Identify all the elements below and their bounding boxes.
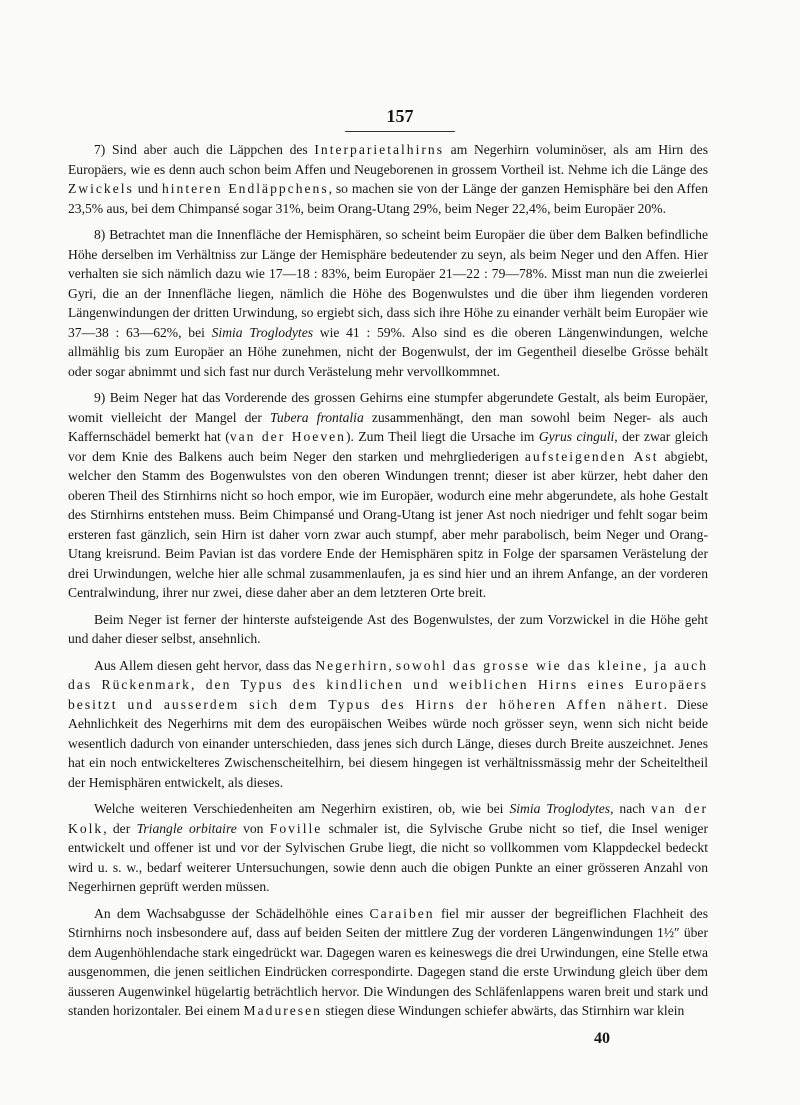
- spaced-emphasis: van der Hoeven: [229, 429, 346, 444]
- text-run: 9) Beim Neger hat das Vorderende des grossen Gehirns eine stumpfer abgerundete Gestalt, als beim Europäer, womit vielleicht der Mangel der: [68, 390, 708, 425]
- text-run: zusammenhängt, den man sowohl beim Neger- als auch Kaffernschädel bemerkt hat (: [68, 409, 708, 444]
- text-run: , der: [103, 820, 137, 836]
- text-run: Aus Allem diesen geht hervor, dass das: [94, 657, 316, 673]
- paragraph: [68, 904, 708, 1021]
- text-run: am Negerhirn voluminöser, als am Hirn des Europäers, wie es denn auch schon beim Affen und Neugeborenen in grossem Vortheil ist. Nehme ich die Länge des: [68, 142, 708, 177]
- spaced-emphasis: aufsteigenden Ast: [524, 448, 659, 464]
- italic-term: Simia Troglodytes: [509, 801, 611, 816]
- spaced-emphasis: Maduresen: [243, 1003, 322, 1018]
- signature-mark: 40: [594, 1030, 610, 1047]
- page-number: 157: [386, 106, 414, 126]
- paragraph: [68, 388, 708, 603]
- italic-term: Triangle orbitaire: [136, 820, 237, 836]
- paragraph: [68, 225, 708, 381]
- text-run: Diese Aehnlichkeit des Negerhirns mit dem des europäischen Weibes würde noch grösser seyn, wenn sich nicht beide wesentlich dadurch von einander unterschieden, dass jenes sich durch Länge, dieses durch Breite auszeichnet. Jenes hat ein noch entwickelteres Zwischenscheitelhirn, bei diesem hingegen ist verhältnissmässig mehr der Scheiteltheil der Hemisphären entwickelt, als dieses.: [68, 696, 708, 790]
- text-run: ). Zum Theil liegt die Ursache im: [345, 429, 539, 444]
- text-run: , nach: [610, 801, 652, 816]
- spaced-emphasis: Interparietalhirns: [314, 142, 444, 157]
- spaced-emphasis: Caraiben: [369, 905, 435, 921]
- text-run: und: [133, 181, 162, 196]
- italic-term: Tubera frontalia: [270, 409, 364, 425]
- spaced-emphasis: van der Kolk: [68, 801, 709, 836]
- text-run: abgiebt, welcher den Stamm des Bogenwulstes von den oberen Windungen trennt; dieser ist aber kürzer, hebt daher den oberen Theil des Stirnhirns nicht so hoch empor, wie im Europäer, wodurch eine mehr abgerundete, als hohe Gestalt des Stirnhirns entstehen muss. Beim Chimpansé und Orang-Utang ist jener Ast noch niedriger und fehlt sogar beim ersteren fast gänzlich, sein Hirn ist daher vorn zwar auch stumpf, aber mehr parabolisch, beim Neger und Orang-Utang kreisrund. Beim Pavian ist das vordere Ende der Hemisphären spitz in Folge der sparsamen Verästelung der drei Urwindungen, welche hier alle schmal zusammenlaufen, ja es sind hier und an ihrem Anfange, an der vorderen Centralwindung, ihrer nur zwei, diese daher aber an dem letzteren Orte breit.: [68, 448, 708, 600]
- text-run: stiegen diese Windungen schiefer abwärts, das Stirnhirn war klein: [321, 1003, 685, 1018]
- text-run: wie 41 : 59%. Also sind es die oberen Längenwindungen, welche allmählig bis zum Europäer an Höhe zunehmen, nicht der Bogenwulst, der im Gegentheil dieselbe Grösse behält oder sogar abnimmt und sich fast nur durch Verästelung mehr vervollkommnet.: [68, 324, 709, 379]
- text-run: Welche weiteren Verschiedenheiten am Negerhirn existiren, ob, wie bei: [94, 801, 510, 816]
- paragraph: [68, 610, 708, 649]
- italic-term: Simia Troglodytes: [211, 324, 314, 340]
- text-run: An dem Wachsabgusse der Schädelhöhle eines: [94, 905, 370, 921]
- spaced-emphasis: hinteren Endläppchens: [161, 181, 329, 196]
- text-run: Beim Neger ist ferner der hinterste aufsteigende Ast des Bogenwulstes, der zum Vorzwickel in die Höhe geht und daher dieser selbst, ansehnlich.: [68, 611, 708, 646]
- paragraph: [68, 656, 708, 793]
- text-run: 7) Sind aber auch die Läppchen des: [94, 142, 315, 157]
- italic-term: Gyrus cinguli: [538, 429, 615, 444]
- paragraph: [68, 140, 708, 218]
- text-run: schmaler ist, die Sylvische Grube nicht so tief, die Insel weniger entwickelt und offener ist und vor der Sylvischen Grube liegt, die nicht so vollkommen vom Klappdeckel bedeckt wird u. s. w., bedarf weiterer Untersuchungen, sowie denn auch die obigen Punkte an einer grösseren Anzahl von Negerhirnen geprüft werden müssen.: [68, 820, 708, 894]
- text-run: fiel mir ausser der begreiflichen Flachheit des Stirnhirns noch insbesondere auf, dass auf beiden Seiten der mittlere Zug der vorderen Längenwindungen 1½″ über dem Augenhöhlendache stark eingedrückt war. Dagegen waren es keineswegs die drei Urwindungen, eine Stelle etwa ausgenommen, die jenen seitlichen Eindrücken correspondirte. Dagegen stand die erste Urwindung gleich über dem äusseren Augenwinkel hügelartig beträchtlich hervor. Die Windungen des Schläfenlappens waren breit und stark und standen horizontaler. Bei einem: [68, 905, 708, 1018]
- text-run: , so machen sie von der Länge der ganzen Hemisphäre bei den Affen 23,5% aus, bei dem Chimpansé sogar 31%, beim Orang-Utang 29%, beim Neger 22,4%, beim Europäer 20%.: [68, 181, 708, 216]
- body-text: [68, 140, 708, 1028]
- spaced-emphasis: Zwickels: [68, 181, 134, 196]
- page-number-rule: [345, 131, 455, 132]
- text-run: 8) Betrachtet man die Innenfläche der Hemisphären, so scheint beim Europäer die über dem Balken befindliche Höhe derselben im Verhältniss zur Länge der Hemisphäre bedeutender zu seyn, als beim Neger und den Affen. Hier verhalten sie sich nämlich dazu wie 17—18 : 83%, beim Europäer 21—22 : 79—78%. Misst man nun die zweierlei Gyri, die an der Innenfläche liegen, nämlich die Höhe des Bogenwulstes und die über ihm liegenden vorderen Längenwindungen der dritten Urwindung, so ergiebt sich, dass sich ihre Höhe zu einander verhält beim Europäer wie 37—38 : 63—62%, bei: [68, 227, 708, 340]
- spaced-emphasis: Negerhirn: [315, 657, 389, 673]
- spaced-emphasis: sowohl das grosse wie das kleine, ja auch das Rückenmark, den Typus des kindlichen und weiblichen Hirns eines Europäers besitzt und ausserdem sich dem Typus des Hirns der höheren Affen nähert.: [68, 657, 708, 712]
- text-run: , der zwar gleich vor dem Knie des Balkens auch beim Neger den starken und mehrgliederigen: [68, 429, 708, 464]
- spaced-emphasis: Foville: [269, 820, 323, 836]
- text-run: ,: [388, 657, 396, 673]
- text-run: von: [236, 820, 270, 836]
- paragraph: [68, 799, 708, 897]
